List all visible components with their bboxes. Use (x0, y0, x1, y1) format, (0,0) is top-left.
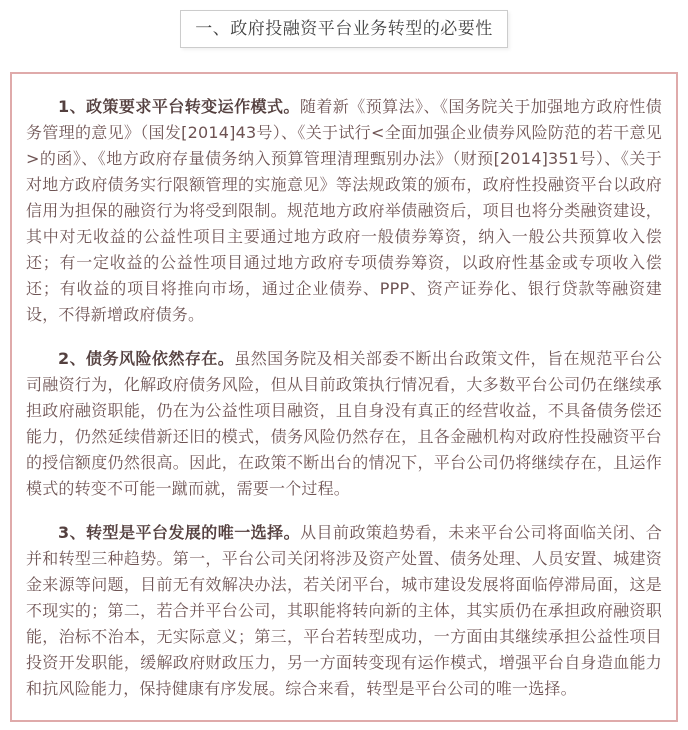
section-title-box (180, 10, 508, 48)
section-title: 一、政府投融资平台业务转型的必要性 (195, 19, 493, 39)
paragraph-1-text: 随着新《预算法》、《国务院关于加强地方政府性债务管理的意见》（国发[2014]43号）、《关于试行<全面加强企业债券风险防范的若干意见>的函》、《地方政府存量债务纳入预算管理清理甄别办法》（财预[2014]351号）、《关于对地方政府债务实行限额管理的实施意见》等法规政策的颁布，政府性投融资平台以政府信用为担保的融资行为将受到限制。规范地方政府举债融资后，项目也将分类融资建设，其中对无收益的公益性项目主要通过地方政府一般债券筹资，纳入一般公共预算收入偿还；有一定收益的公益性项目通过地方政府专项债券筹资，以政府性基金或专项收入偿还；有收益的项目将推向市场，通过企业债券、PPP、资产证券化、银行贷款等融资建设，不得新增政府债务。 (26, 97, 662, 324)
paragraph-transformation-only-choice (26, 520, 662, 702)
paragraph-1-lead: 1、政策要求平台转变运作模式。 (58, 97, 300, 116)
paragraph-debt-risk-remains (26, 346, 662, 502)
article-content-box (10, 72, 678, 722)
paragraph-policy-requires-transition (26, 94, 662, 328)
paragraph-3-text: 从目前政策趋势看，未来平台公司将面临关闭、合并和转型三种趋势。第一，平台公司关闭将涉及资产处置、债务处理、人员安置、城建资金来源等问题，目前无有效解决办法，若关闭平台，城市建设发展将面临停滞局面，这是不现实的；第二，若合并平台公司，其职能将转向新的主体，其实质仍在承担政府融资职能，治标不治本，无实际意义；第三，平台若转型成功，一方面由其继续承担公益性项目投资开发职能，缓解政府财政压力，另一方面转变现有运作模式，增强平台自身造血能力和抗风险能力，保持健康有序发展。综合来看，转型是平台公司的唯一选择。 (26, 523, 662, 698)
paragraph-3-lead: 3、转型是平台发展的唯一选择。 (58, 523, 301, 542)
paragraph-2-lead: 2、债务风险依然存在。 (58, 349, 235, 368)
paragraph-2-text: 虽然国务院及相关部委不断出台政策文件，旨在规范平台公司融资行为，化解政府债务风险，但从目前政策执行情况看，大多数平台公司仍在继续承担政府融资职能，仍在为公益性项目融资，且自身没有真正的经营收益，不具备债务偿还能力，仍然延续借新还旧的模式，债务风险仍然存在，且各金融机构对政府性投融资平台的授信额度仍然很高。因此，在政策不断出台的情况下，平台公司仍将继续存在，且运作模式的转变不可能一蹴而就，需要一个过程。 (26, 349, 662, 498)
